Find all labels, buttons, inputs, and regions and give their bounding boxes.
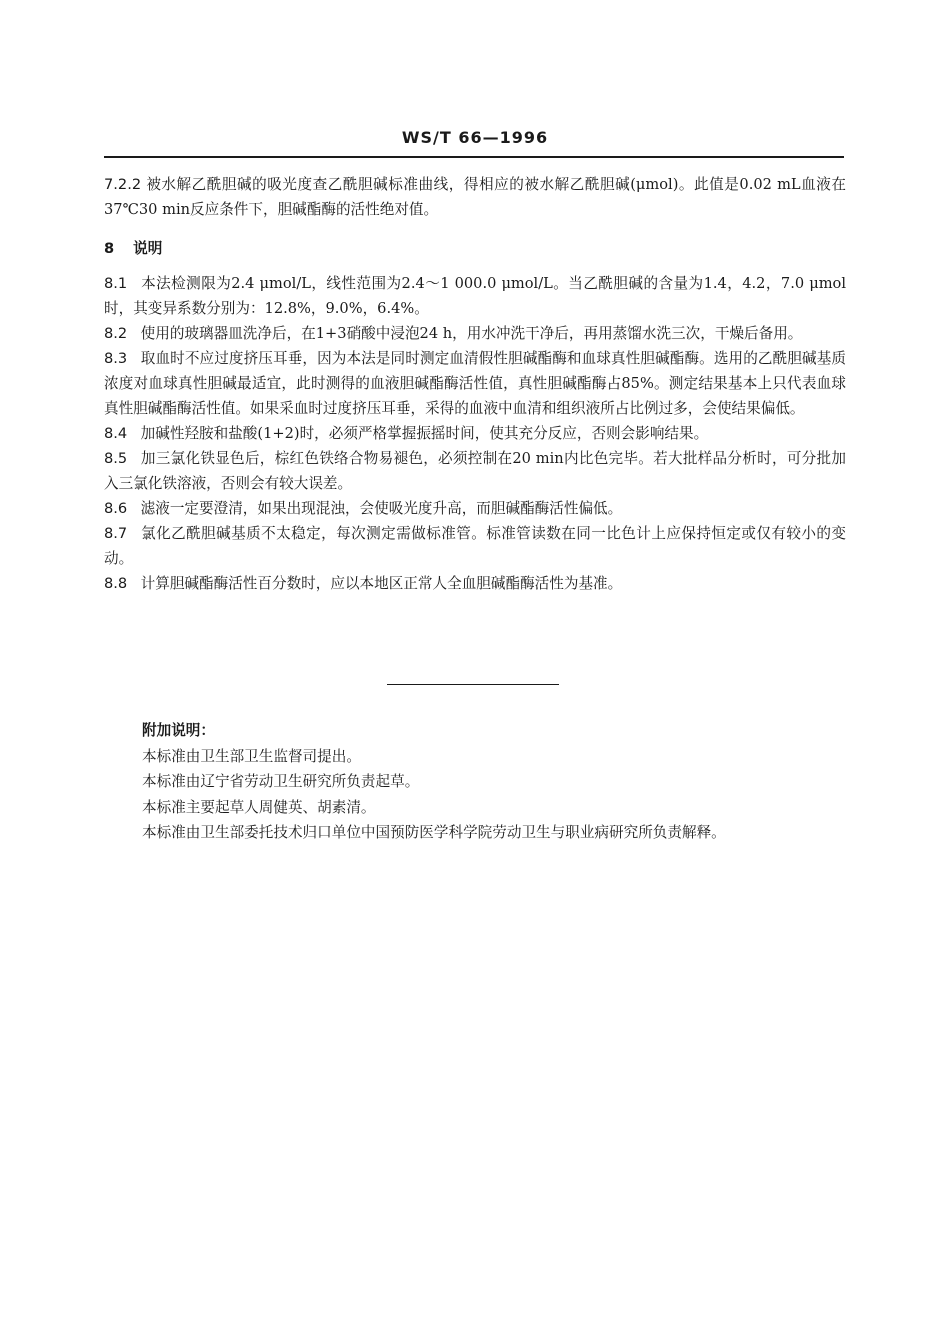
clause-text: 加三氯化铁显色后，棕红色铁络合物易褪色，必须控制在20 min内比色完毕。若大批样品分析时，可分批加入三氯化铁溶液，否则会有较大误差。 [104, 450, 846, 492]
clause-text: 被水解乙酰胆碱的吸光度查乙酰胆碱标准曲线，得相应的被水解乙酰胆碱(μmol)。此值是0.02 mL血液在37℃30 min反应条件下，胆碱酯酶的活性绝对值。 [104, 176, 846, 218]
clause-text: 本法检测限为2.4 μmol/L，线性范围为2.4～1 000.0 μmol/L。当乙酰胆碱的含量为1.4，4.2，7.0 μmol时，其变异系数分别为：12.8%，9.0%，6.4%。 [104, 275, 846, 317]
clause-8-1 [104, 271, 846, 321]
clause-8-3 [104, 346, 846, 421]
clause-7-2-2 [104, 172, 846, 222]
clause-number: 7.2.2 [104, 176, 142, 193]
header-rule [104, 156, 844, 158]
clause-text: 滤液一定要澄清，如果出现混浊，会使吸光度升高，而胆碱酯酶活性偏低。 [140, 500, 623, 517]
appendix-line: 本标准主要起草人周健英、胡素清。 [142, 798, 376, 816]
clause-number: 8.1 [104, 275, 128, 292]
main-body [104, 172, 846, 596]
appendix-line: 本标准由辽宁省劳动卫生研究所负责起草。 [142, 773, 420, 790]
clause-8-4 [104, 421, 846, 446]
clause-text: 计算胆碱酯酶活性百分数时，应以本地区正常人全血胆碱酯酶活性为基准。 [140, 575, 623, 592]
clause-8-5 [104, 446, 846, 496]
clause-8-7 [104, 521, 846, 571]
clause-number: 8.2 [104, 325, 128, 342]
clause-text: 使用的玻璃器皿洗净后，在1+3硝酸中浸泡24 h，用水冲洗干净后，再用蒸馏水洗三次，干燥后备用。 [140, 325, 803, 342]
clause-8-6 [104, 496, 846, 521]
standard-code-header: WS/T 66—1996 [401, 128, 549, 147]
section-8-heading [104, 236, 846, 261]
section-number: 8 [104, 240, 115, 257]
clause-number: 8.8 [104, 575, 128, 592]
clause-number: 8.4 [104, 425, 128, 442]
clause-text: 加碱性羟胺和盐酸(1+2)时，必须严格掌握振摇时间，使其充分反应，否则会影响结果。 [140, 425, 709, 442]
clause-number: 8.7 [104, 525, 128, 542]
clause-number: 8.6 [104, 500, 128, 517]
clause-text: 氯化乙酰胆碱基质不太稳定，每次测定需做标准管。标准管读数在同一比色计上应保持恒定或仅有较小的变动。 [104, 525, 846, 567]
appendix-notes [142, 718, 862, 846]
clause-8-2 [104, 321, 846, 346]
clause-8-8 [104, 571, 846, 596]
section-divider [387, 684, 559, 685]
clause-text: 取血时不应过度挤压耳垂，因为本法是同时测定血清假性胆碱酯酶和血球真性胆碱酯酶。选用的乙酰胆碱基质浓度对血球真性胆碱最适宜，此时测得的血液胆碱酯酶活性值，真性胆碱酯酶占85%。测定结果基本上只代表血球真性胆碱酯酶活性值。如果采血时过度挤压耳垂，采得的血液中血清和组织液所占比例过多，会使结果偏低。 [104, 350, 846, 417]
clause-number: 8.3 [104, 350, 128, 367]
clause-number: 8.5 [104, 450, 128, 467]
section-title: 说明 [133, 240, 163, 257]
appendix-title: 附加说明： [142, 722, 215, 739]
appendix-line: 本标准由卫生部卫生监督司提出。 [142, 747, 361, 765]
appendix-line: 本标准由卫生部委托技术归口单位中国预防医学科学院劳动卫生与职业病研究所负责解释。 [142, 824, 726, 841]
